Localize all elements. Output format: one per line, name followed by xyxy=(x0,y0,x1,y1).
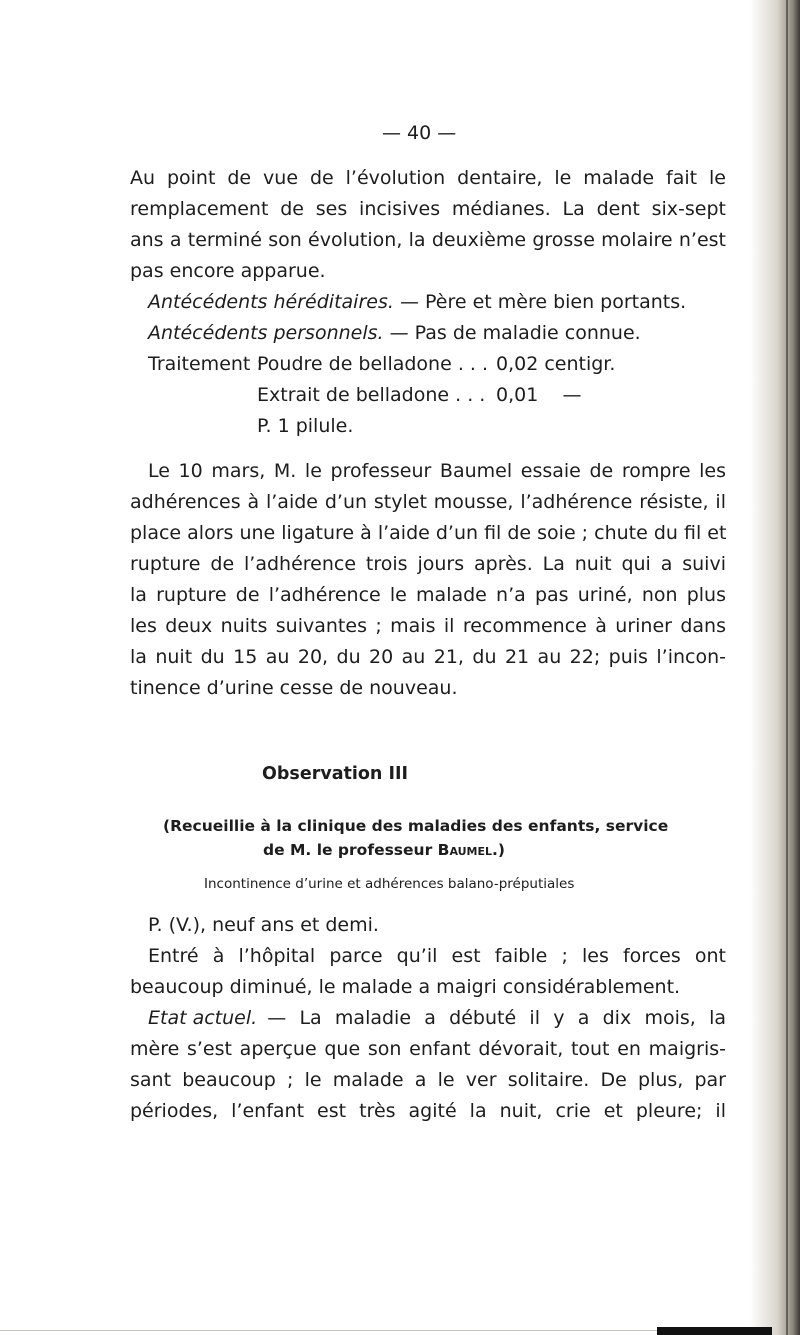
text-line: rupture de l’adhérence trois jours après. La nuit qui a suivi xyxy=(130,553,726,575)
source-prefix: de M. le professeur xyxy=(263,841,433,859)
antecedents-personnels xyxy=(148,324,641,343)
text-line: Au point de vue de l’évolution dentaire, le malade fait le xyxy=(130,167,726,189)
text-line: pas encore apparue. xyxy=(130,260,326,282)
antecedents-hereditaires xyxy=(148,293,686,312)
text-line: Entré à l’hôpital parce qu’il est faible ; les forces ont xyxy=(148,945,726,967)
antecedents-hereditaires-label: Antécédents héréditaires. xyxy=(148,291,394,313)
text-line: beaucoup diminué, le malade a maigri considérablement. xyxy=(130,976,681,998)
traitement-item: Extrait de belladone . . . xyxy=(257,384,486,406)
etat-actuel-line xyxy=(148,1009,726,1028)
text-line: tinence d’urine cesse de nouveau. xyxy=(130,677,458,699)
text-line: périodes, l’enfant est très agité la nuit, crie et pleure; il xyxy=(130,1100,726,1122)
text-line: place alors une ligature à l’aide d’un fil de soie ; chute du fil et xyxy=(130,522,727,544)
etat-actuel-text: — La maladie a débuté il y a dix mois, la xyxy=(267,1007,726,1029)
etat-actuel-label: Etat actuel. xyxy=(148,1007,258,1029)
antecedents-personnels-text: — Pas de maladie connue. xyxy=(389,322,641,344)
source-suffix: .) xyxy=(492,841,506,859)
observation-source-line: (Recueillie à la clinique des maladies des enfants, service xyxy=(163,817,669,835)
traitement-item: P. 1 pilule. xyxy=(257,415,354,437)
antecedents-personnels-label: Antécédents personnels. xyxy=(148,322,384,344)
page-edge-shadow xyxy=(750,0,800,1335)
bottom-edge-bar xyxy=(657,1327,772,1335)
traitement-dose: 0,02 centigr. xyxy=(496,353,616,375)
text-line: sant beaucoup ; le malade a le ver solitaire. De plus, par xyxy=(130,1069,726,1091)
text-line: la rupture de l’adhérence le malade n’a pas uriné, non plus xyxy=(130,584,726,606)
text-line: Le 10 mars, M. le professeur Baumel essaie de rompre les xyxy=(148,460,726,482)
observation-title: Observation III xyxy=(262,764,409,784)
text-line: ans a terminé son évolution, la deuxième grosse molaire n’est xyxy=(130,229,726,251)
text-line: remplacement de ses incisives médianes. La dent six-sept xyxy=(130,198,726,220)
text-line: adhérences à l’aide d’un stylet mousse, l’adhérence résiste, il xyxy=(130,491,726,513)
traitement-dose: 0,01 — xyxy=(496,384,582,406)
text-line: P. (V.), neuf ans et demi. xyxy=(148,914,379,936)
text-line: la nuit du 15 au 20, du 20 au 21, du 21 au 22; puis l’incon- xyxy=(130,646,726,668)
observation-source-line-2 xyxy=(263,843,505,859)
bottom-rule xyxy=(0,1330,660,1331)
antecedents-hereditaires-text: — Père et mère bien portants. xyxy=(399,291,687,313)
observation-subject: Incontinence d’urine et adhérences balano-préputiales xyxy=(204,876,575,892)
source-name: Baumel xyxy=(437,841,493,859)
traitement-label: Traitement : xyxy=(148,353,263,375)
page-number: — 40 — xyxy=(382,122,457,144)
text-line: mère s’est aperçue que son enfant dévorait, tout en maigris- xyxy=(130,1038,726,1060)
text-line: les deux nuits suivantes ; mais il recommence à uriner dans xyxy=(130,615,726,637)
traitement-item: Poudre de belladone . . . xyxy=(257,353,489,375)
page-edge-line xyxy=(786,0,788,1335)
